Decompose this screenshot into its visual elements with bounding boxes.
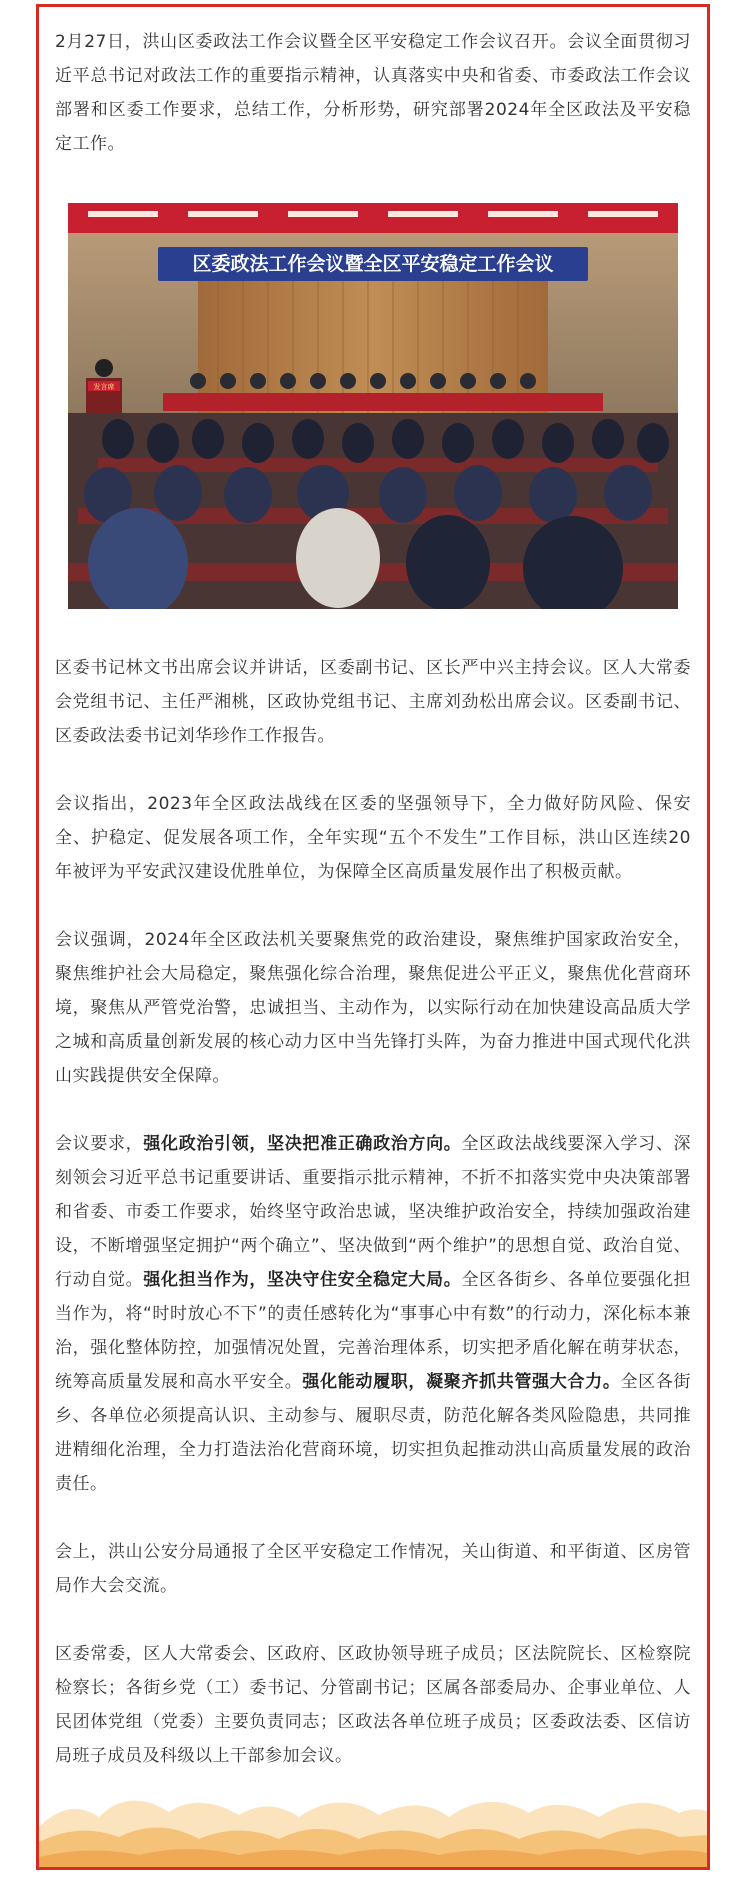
- paragraph-text: 区委常委，区人大常委会、区政府、区政协领导班子成员；区法院院长、区检察院检察长；各街乡党（工）委书记、分管副书记；区属各部委局办、企事业单位、人民团体党组（党委）主要负责同志；区政法各单位班子成员；区委政法委、区信访局班子成员及科级以上干部参加会议。: [55, 1644, 691, 1766]
- paragraph-text: 会上，洪山公安分局通报了全区平安稳定工作情况，关山街道、和平街道、区房管局作大会交流。: [55, 1542, 691, 1596]
- bottom-cloud-decoration: [39, 1767, 707, 1867]
- presidium-table: [163, 393, 603, 411]
- article-frame: [36, 4, 710, 1870]
- paragraph-text: 全区各街乡、各单位要强化担当作为，将“时时放心不下”的责任感转化为“事事心中有数”的行动力，深化标本兼治，强化整体防控，加强情况处置，完善治理体系，切实把矛盾化解在萌芽状态，统筹高质量发展和高水平安全。: [55, 1270, 692, 1392]
- meeting-banner-text: 区委政法工作会议暨全区平安稳定工作会议: [192, 253, 554, 275]
- paragraph-text: 全区各街乡、各单位必须提高认识、主动参与、履职尽责，防范化解各类风险隐患，共同推进精细化治理，全力打造法治化营商环境，切实担负起推动洪山高质量发展的政治责任。: [55, 1372, 692, 1494]
- podium-sign-text: 发言席: [93, 383, 115, 391]
- paragraph-bold-text: 强化担当作为，坚决守住安全稳定大局。: [143, 1270, 462, 1290]
- paragraph-meeting-emphasis: [55, 923, 691, 1093]
- paragraph-exchange: [55, 1535, 691, 1603]
- meeting-photo: [68, 203, 678, 609]
- paragraph-text: 会议指出，2023年全区政法战线在区委的坚强领导下，全力做好防风险、保安全、护稳定、促发展各项工作，全年实现“五个不发生”工作目标，洪山区连续20年被评为平安武汉建设优胜单位，为保障全区高质量发展作出了积极贡献。: [55, 794, 691, 882]
- paragraph-intro: [55, 25, 691, 161]
- paragraph-text: 区委书记林文书出席会议并讲话，区委副书记、区长严中兴主持会议。区人大常委会党组书记、主任严湘桃，区政协党组书记、主席刘劲松出席会议。区委副书记、区委政法委书记刘华珍作工作报告。: [55, 658, 691, 746]
- paragraph-meeting-requirements: [55, 1127, 691, 1501]
- paragraph-text: 会议强调，2024年全区政法机关要聚焦党的政治建设，聚焦维护国家政治安全，聚焦维护社会大局稳定，聚焦强化综合治理，聚焦促进公平正义，聚焦优化营商环境，聚焦从严管党治警，忠诚担当、主动作为，以实际行动在加快建设高品质大学之城和高质量创新发展的核心动力区中当先锋打头阵，为奋力推进中国式现代化洪山实践提供安全保障。: [55, 930, 691, 1086]
- paragraph-text: 会议要求，: [55, 1134, 144, 1154]
- stage-curtain: [198, 278, 548, 413]
- paragraph-text: 全区政法战线要深入学习、深刻领会习近平总书记重要讲话、重要指示批示精神，不折不扣落实党中央决策部署和省委、市委工作要求，始终坚守政治忠诚，坚决维护政治安全，持续加强政治建设，不断增强坚定拥护“两个确立”、坚决做到“两个维护”的思想自觉、政治自觉、行动自觉。: [55, 1134, 692, 1290]
- ceiling-lights-band: [68, 203, 678, 233]
- paragraph-text: 2月27日，洪山区委政法工作会议暨全区平安稳定工作会议召开。会议全面贯彻习近平总书记对政法工作的重要指示精神，认真落实中央和省委、市委政法工作会议部署和区委工作要求，总结工作，分析形势，研究部署2024年全区政法及平安稳定工作。: [55, 32, 691, 154]
- paragraph-attendees-leaders: [55, 651, 691, 753]
- paragraph-bold-text: 强化政治引领，坚决把准正确政治方向。: [143, 1134, 462, 1154]
- paragraph-meeting-points: [55, 787, 691, 889]
- paragraph-bold-text: 强化能动履职，凝聚齐抓共管强大合力。: [302, 1372, 621, 1392]
- article-content: [39, 7, 707, 1807]
- paragraph-participants: [55, 1637, 691, 1773]
